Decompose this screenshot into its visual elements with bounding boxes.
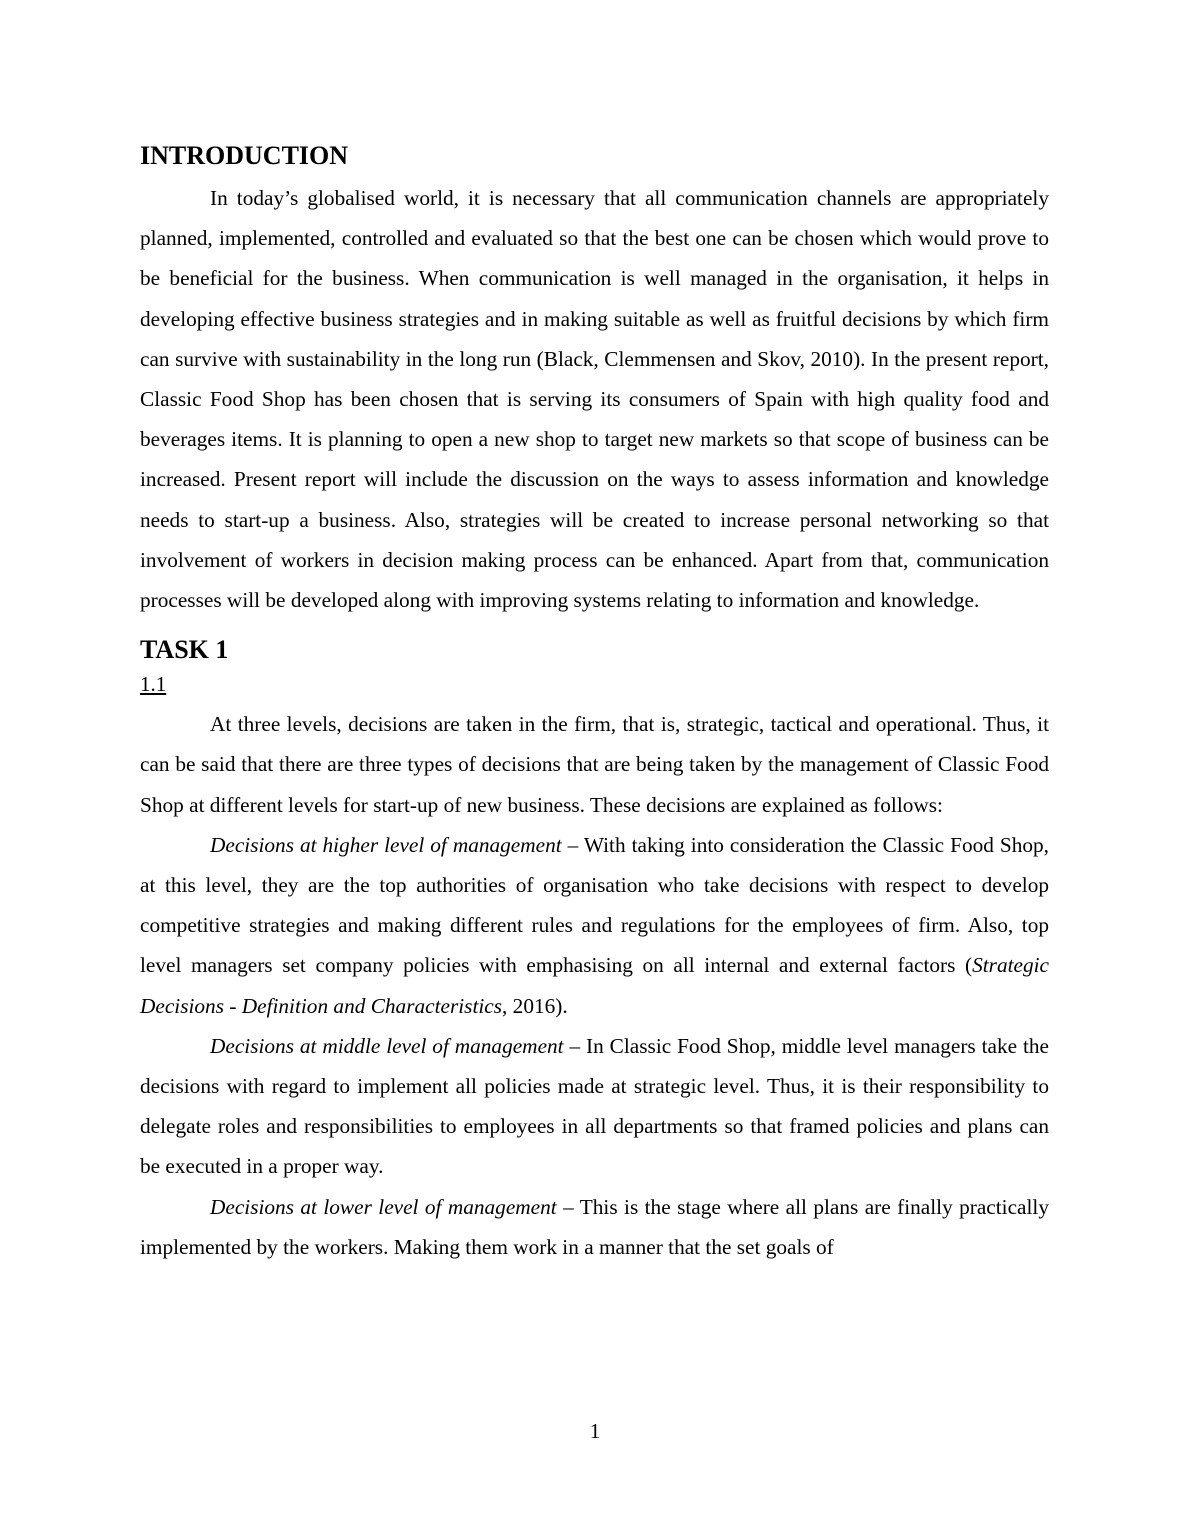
lower-level-text: – This is the stage where all plans are finally practically implemented by the workers. Making them work in a manner that the set goals of	[140, 1194, 1049, 1259]
section-1-1-label: 1.1	[140, 672, 167, 697]
higher-level-citation-tail: , 2016).	[502, 993, 568, 1018]
page-number: 1	[589, 1419, 601, 1443]
introduction-paragraph: In today’s globalised world, it is necessary that all communication channels are appropriately planned, implemented, controlled and evaluated so that the best one can be chosen which would prove to be beneficial for the business. When communication is well managed in the organisation, it helps in developing effective business strategies and in making suitable as well as fruitful decisions by which firm can survive with sustainability in the long run (Black, Clemmensen and Skov, 2010). In the present report, Classic Food Shop has been chosen that is serving its consumers of Spain with high quality food and beverages items. It is planning to open a new shop to target new markets so that scope of business can be increased. Present report will include the discussion on the ways to assess information and knowledge needs to start-up a business. Also, strategies will be created to increase personal networking so that involvement of workers in decision making process can be enhanced. Apart from that, communication processes will be developed along with improving systems relating to information and knowledge.	[140, 186, 1049, 613]
introduction-heading: INTRODUCTION	[140, 141, 349, 170]
higher-level-term: Decisions at higher level of management	[210, 832, 562, 857]
lower-level-paragraph	[140, 1187, 1049, 1267]
task-intro-paragraph: At three levels, decisions are taken in the firm, that is, strategic, tactical and operational. Thus, it can be said that there are three types of decisions that are being taken by the management of Classic Food Shop at different levels for start-up of new business. These decisions are explained as follows:	[140, 712, 1049, 817]
higher-level-citation-title: Strategic Decisions - Definition and Characteristics	[140, 953, 1049, 1018]
higher-level-text: – With taking into consideration the Classic Food Shop, at this level, they are the top authorities of organisation who take decisions with respect to develop competitive strategies and making different rules and regulations for the employees of firm. Also, top level managers set company policies with emphasising on all internal and external factors (	[140, 832, 1049, 978]
lower-level-term: Decisions at lower level of management	[210, 1194, 557, 1219]
middle-level-paragraph	[140, 1026, 1049, 1187]
middle-level-term: Decisions at middle level of management	[210, 1033, 564, 1058]
task-1-heading: TASK 1	[140, 635, 229, 665]
page-content	[140, 140, 1049, 1267]
higher-level-paragraph	[140, 825, 1049, 1026]
middle-level-text: – In Classic Food Shop, middle level managers take the decisions with regard to implement all policies made at strategic level. Thus, it is their responsibility to delegate roles and responsibilities to employees in all departments so that framed policies and plans can be executed in a proper way.	[140, 1033, 1049, 1179]
